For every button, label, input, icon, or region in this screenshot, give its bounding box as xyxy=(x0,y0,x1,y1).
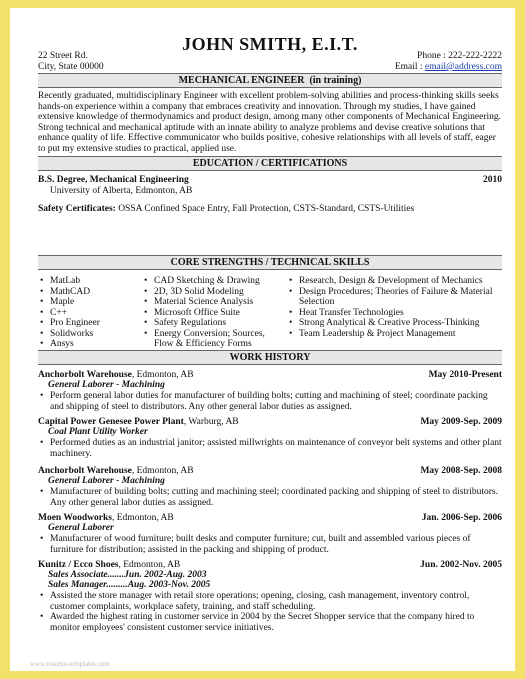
job-duty: • Assisted the store manager with retail store operations; opening, closing, cash management, inventory control, customer complaints, workplace safety, training, and staff scheduling. xyxy=(38,591,502,612)
skills-column-1 xyxy=(38,276,143,350)
job-title: MECHANICAL ENGINEER xyxy=(178,75,305,86)
skill-item: • C++ xyxy=(38,308,143,319)
email-label: Email : xyxy=(394,62,425,72)
resume-page xyxy=(10,8,515,671)
job-dates: May 2008-Sep. 2008 xyxy=(420,466,502,476)
skill-item: • Microsoft Office Suite xyxy=(142,308,282,319)
phone: Phone : 222-222-2222 xyxy=(417,51,502,61)
certificates-row xyxy=(38,204,502,215)
company-name: Kunitz / Ecco Shoes xyxy=(38,560,119,570)
job-duty: • Awarded the highest rating in customer service in 2004 by the Secret Shopper service that the company hired to monitor employees' consistent customer service initiatives. xyxy=(38,612,502,633)
skill-item: • MatLab xyxy=(38,276,143,287)
job-role: General Laborer - Machining xyxy=(48,476,165,486)
work-history-heading: WORK HISTORY xyxy=(38,350,502,365)
job-dates: May 2009-Sep. 2009 xyxy=(420,417,502,427)
skill-item: • CAD Sketching & Drawing xyxy=(142,276,282,287)
skill-item: • Maple xyxy=(38,297,143,308)
job-header xyxy=(38,513,502,524)
skills-heading: CORE STRENGTHS / TECHNICAL SKILLS xyxy=(38,255,502,270)
skill-item: • Energy Conversion; Sources, Flow & Efficiency Forms xyxy=(142,329,282,350)
company-name: Anchorbolt Warehouse xyxy=(38,370,132,380)
job-role: General Laborer - Machining xyxy=(48,380,165,390)
skills-column-3 xyxy=(287,276,502,339)
job-header xyxy=(38,370,502,381)
candidate-name: JOHN SMITH, E.I.T. xyxy=(182,34,358,54)
company-location: , Edmonton, AB xyxy=(131,466,194,476)
education-heading: EDUCATION / CERTIFICATIONS xyxy=(38,156,502,171)
email-link[interactable]: email@address.com xyxy=(424,62,502,72)
contact-block xyxy=(395,51,502,73)
job-header xyxy=(38,466,502,477)
job-duty: • Manufacturer of wood furniture; built desks and computer furniture; cut, built and assembled various pieces of furniture for distribution; assisted in the packing and shipping of product. xyxy=(38,534,502,555)
company-location: , Warburg, AB xyxy=(183,417,239,427)
company-location: , Edmonton, AB xyxy=(131,370,194,380)
job-role: Sales Manager.........Aug. 2003-Nov. 2005 xyxy=(48,580,211,590)
email-line xyxy=(395,62,502,73)
degree-year: 2010 xyxy=(483,175,502,185)
job-role: Coal Plant Utility Worker xyxy=(48,427,148,437)
company-name: Moen Woodworks xyxy=(38,513,112,523)
summary-paragraph: Recently graduated, multidisciplinary Engineer with excellent problem-solving abilities and process-thinking skills seeks hands-on experience within a company that embraces creativity and innovation. Through my studies, I have gained extensive knowledge of thermodynamics and product design, among many other components of Mechanical Engineering. Strong technical and mechanical aptitude with an innate ability to analyze problems and devise creative solutions that enhance quality of life. Effective communicator who builds positive, cohesive relationships with all levels of staff, eager to put my extensive studies to practical, applied use. xyxy=(38,91,501,154)
degree-row xyxy=(38,175,502,186)
job-role: General Laborer xyxy=(48,523,114,533)
skill-item: • Ansys xyxy=(38,339,143,350)
skill-item: • Team Leadership & Project Management xyxy=(287,329,502,340)
job-header xyxy=(38,560,502,571)
skill-item: • MathCAD xyxy=(38,287,143,298)
certificates-label: Safety Certificates: xyxy=(38,204,116,214)
job-dates: May 2010-Present xyxy=(428,370,502,380)
address-line-2: City, State 00000 xyxy=(38,62,104,72)
school-name: University of Alberta, Edmonton, AB xyxy=(49,186,193,196)
job-dates: Jun. 2002-Nov. 2005 xyxy=(420,560,502,570)
skill-item: • Material Science Analysis xyxy=(142,297,282,308)
job-title-note: (in training) xyxy=(309,75,362,86)
skill-item: • Heat Transfer Technologies xyxy=(287,308,502,319)
job-role: Sales Associate.......Jun. 2002-Aug. 2003 xyxy=(48,570,207,580)
objective-title-bar xyxy=(38,73,502,88)
school xyxy=(38,186,502,197)
job-duty: • Perform general labor duties for manufacturer of building bolts; cutting and machining of steel; coordinate packing and shipping of steel to distributors. Any other general labor duties as assigned. xyxy=(38,391,502,412)
job-duty: • Performed duties as an industrial janitor; assisted millwrights on maintenance of conveyor belt systems and other plant machinery. xyxy=(38,438,502,459)
company-name: Anchorbolt Warehouse xyxy=(38,466,132,476)
skill-item: • Strong Analytical & Creative Process-Thinking xyxy=(287,318,502,329)
company-name: Capital Power Genesee Power Plant xyxy=(38,417,184,427)
address-block xyxy=(38,51,104,73)
company-location: , Edmonton, AB xyxy=(112,513,174,523)
skill-item: • Pro Engineer xyxy=(38,318,143,329)
skill-item: • Research, Design & Development of Mechanics xyxy=(287,276,502,287)
watermark: www.resume-templates.com xyxy=(30,660,110,668)
address-line-1: 22 Street Rd. xyxy=(38,51,88,61)
certificates-text: OSSA Confined Space Entry, Fall Protection, CSTS-Standard, CSTS-Utilities xyxy=(118,204,415,214)
skill-item: • Design Procedures; Theories of Failure & Material Selection xyxy=(287,287,502,308)
skill-item: • 2D, 3D Solid Modeling xyxy=(142,287,282,298)
job-duty: • Manufacturer of building bolts; cutting and machining steel; coordinated packing and shipping of steel to distributors. Any other general labor duties as assigned. xyxy=(38,487,502,508)
skills-column-2 xyxy=(142,276,282,350)
job-header xyxy=(38,417,502,428)
job-dates: Jan. 2006-Sep. 2006 xyxy=(421,513,502,523)
skill-item: • Solidworks xyxy=(38,329,143,340)
skill-item: • Safety Regulations xyxy=(142,318,282,329)
company-location: , Edmonton, AB xyxy=(118,560,181,570)
degree: B.S. Degree, Mechanical Engineering xyxy=(38,175,189,185)
